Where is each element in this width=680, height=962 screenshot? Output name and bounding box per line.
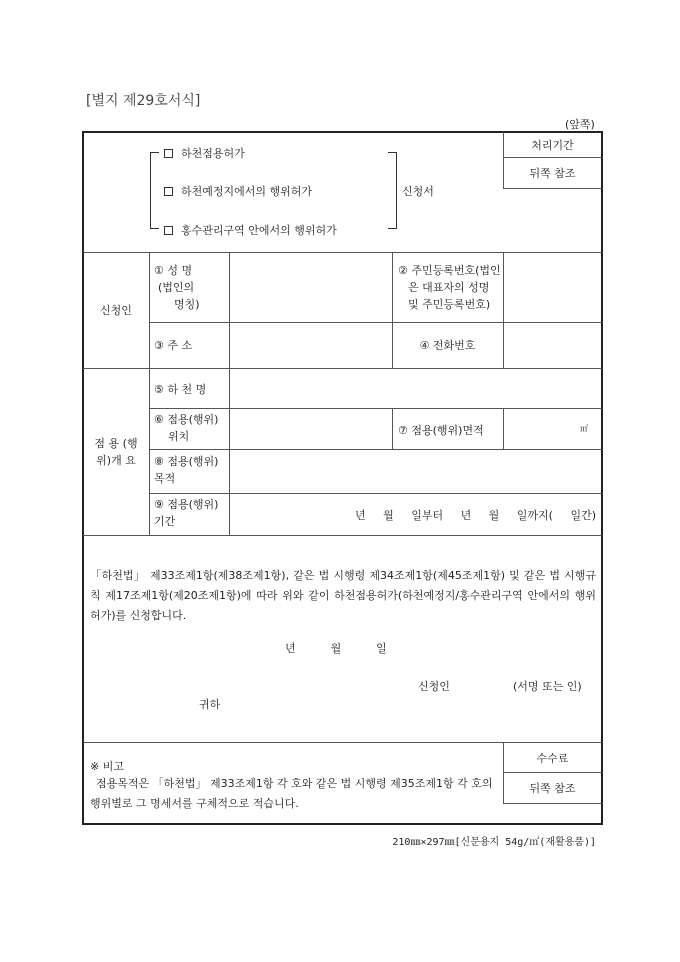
purpose-field[interactable]	[230, 450, 602, 493]
river-name-label: ⑤ 하 천 명	[154, 383, 207, 396]
area-label: ⑦ 점용(행위)면적	[398, 424, 484, 437]
period-label: ⑨ 점용(행위) 기간	[154, 498, 219, 528]
checkbox[interactable]	[164, 187, 173, 196]
option-label: 하천점용허가	[181, 147, 245, 160]
phone-field[interactable]	[504, 323, 602, 368]
bracket-left	[150, 152, 151, 229]
fee-label: 수수료	[536, 751, 569, 765]
bracket-right	[396, 152, 397, 229]
address-label: ③ 주 소	[154, 339, 193, 352]
location-field[interactable]	[230, 409, 392, 449]
option-river-reserved-area[interactable]	[164, 183, 312, 199]
option-label: 홍수관리구역 안에서의 행위허가	[181, 224, 337, 237]
notes-text: 점용목적은 「하천법」 제33조제1항 각 호와 같은 법 시행령 제35조제1항 각 호의 행위별로 그 명세서를 구체적으로 적습니다.	[90, 777, 493, 810]
option-label: 하천예정지에서의 행위허가	[181, 185, 313, 198]
applicant-section-label: 신청인	[100, 304, 132, 317]
overview-section-label: 점 용 (행 위)개 요	[94, 436, 138, 467]
phone-label: ④ 전화번호	[419, 339, 476, 352]
fee-value: 뒤쪽 참조	[529, 782, 576, 795]
page-side: (앞쪽)	[565, 118, 595, 131]
signature-label[interactable]: (서명 또는 인)	[513, 680, 582, 693]
area-unit: ㎡	[580, 424, 588, 433]
form-title-suffix: 신청서	[402, 185, 434, 198]
resident-number-field[interactable]	[504, 253, 602, 322]
name-label: ① 성 명 (법인의 명칭)	[154, 264, 200, 311]
checkbox[interactable]	[164, 226, 173, 235]
river-name-field[interactable]	[230, 369, 602, 408]
application-date[interactable]: 년 월 일	[285, 642, 387, 655]
processing-period-label: 처리기간	[531, 138, 574, 152]
name-field[interactable]	[230, 253, 392, 322]
checkbox[interactable]	[164, 149, 173, 158]
period-field[interactable]: 년 월 일부터 년 월 일까지( 일간)	[355, 509, 596, 522]
bracket-right-bottom	[388, 228, 397, 229]
addressee-label: 귀하	[199, 698, 221, 711]
paper-spec: 210㎜×297㎜[신문용지 54g/㎡(재활용품)]	[392, 837, 596, 848]
option-flood-zone[interactable]	[164, 222, 337, 238]
notes-title: ※ 비고	[90, 760, 124, 773]
option-river-occupancy[interactable]	[164, 145, 245, 161]
purpose-label: ⑧ 점용(행위) 목적	[154, 455, 219, 485]
bracket-right-top	[388, 152, 397, 153]
resident-number-label: ② 주민등록번호(법인 은 대표자의 성명 및 주민등록번호)	[398, 264, 501, 311]
bracket-left-bottom	[150, 228, 159, 229]
location-label: ⑥ 점용(행위) 위치	[154, 413, 219, 443]
processing-period-value: 뒤쪽 참조	[529, 166, 576, 180]
application-statement: 「하천법」 제33조제1항(제38조제1항), 같은 법 시행령 제34조제1항(제45조제1항) 및 같은 법 시행규칙 제17조제1항(제20조제1항)에 따라 위와 같이 하천점용허가(하천예정지/홍수관리구역 안에서의 행위허가)를 신청합니다.	[90, 569, 596, 622]
bracket-left-top	[150, 152, 159, 153]
form-number: [별지 제29호서식]	[86, 93, 201, 109]
signer-label: 신청인	[418, 680, 450, 693]
address-field[interactable]	[230, 323, 392, 368]
